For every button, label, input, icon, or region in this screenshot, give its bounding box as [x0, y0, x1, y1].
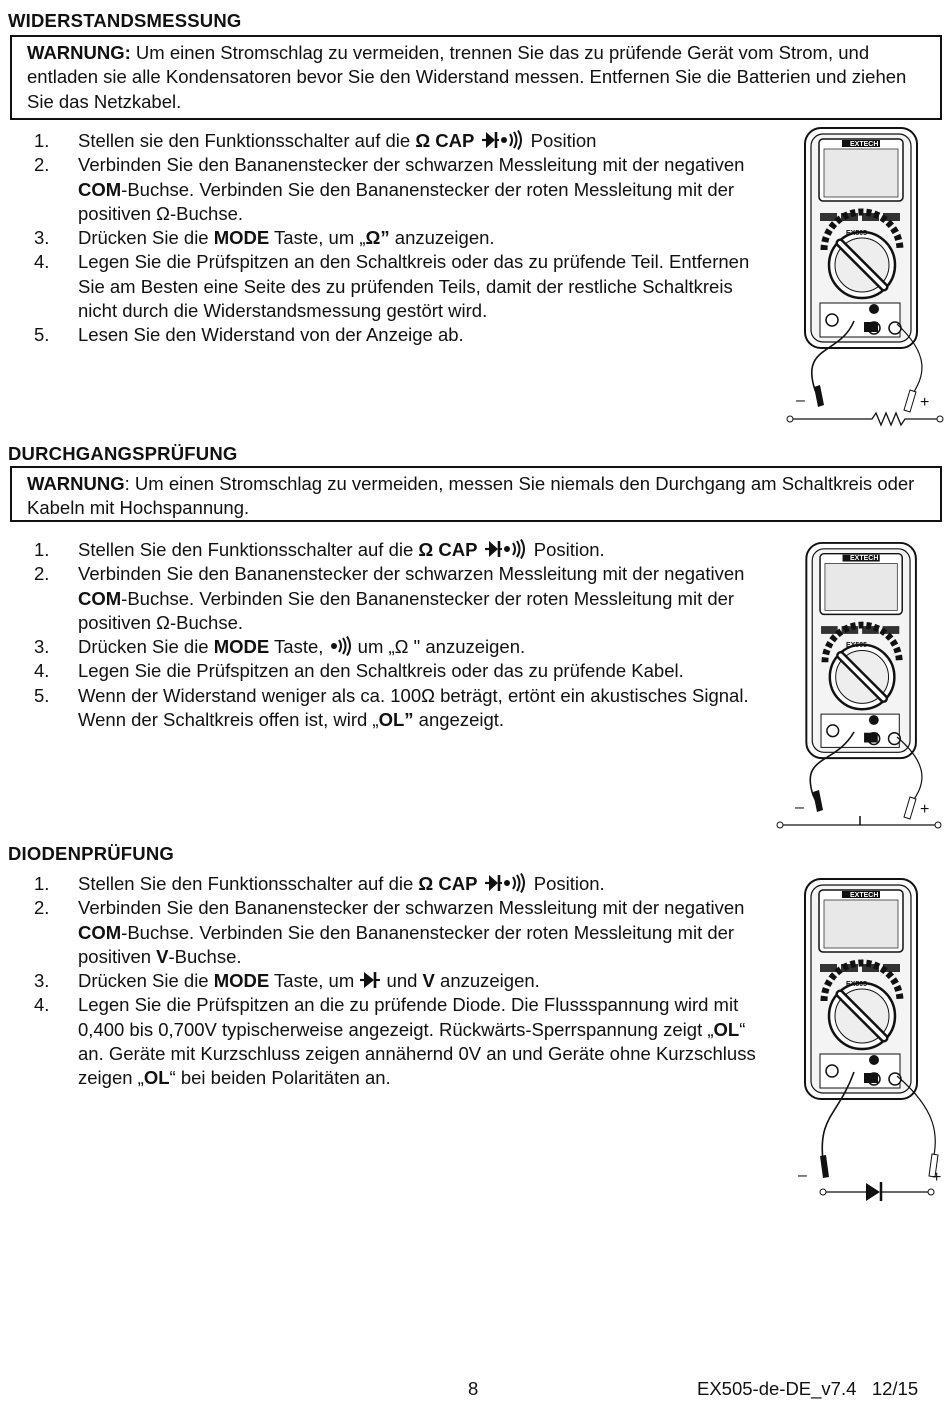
list-item: 1. Stellen sie den Funktionsschalter auf die Ω CAP Position [34, 130, 597, 151]
list-item: 3. Drücken Sie die MODE Taste, um und V anzuzeigen. [34, 970, 540, 992]
warning-text: Um einen Stromschlag zu vermeiden, trennen Sie das zu prüfende Gerät vom Strom, und entladen sie alle Kondensatoren bevor Sie den Widerstand messen. Entfernen Sie die Batterien und ziehen Sie das Netzkabel. [27, 42, 907, 112]
meter-model: EX505 [846, 230, 868, 237]
steps-diode [10, 872, 775, 1091]
steps-resistance [10, 129, 750, 348]
warning-box-resistance [10, 35, 942, 120]
multimeter-diode-figure [778, 876, 946, 1201]
plus-sign: + [932, 1169, 942, 1186]
page-number: 8 [468, 1378, 479, 1399]
list-item: 3. Drücken Sie die MODE Taste, um „Ω” anzuzeigen. [34, 227, 495, 249]
diode-continuity-icon [483, 873, 529, 893]
list-item: 4. Legen Sie die Prüfspitzen an die zu prüfende Diode. Die Flussspannung wird mit 0,400 bis 0,700V typischerweise angezeigt. Rückwärts-Sperrspannung zeigt „OL“ an. Geräte mit Kurzschluss zeigen annähernd 0V an und Geräte ohne Kurzschluss zeigen „OL“ bei beiden Polaritäten an. [34, 994, 756, 1089]
list-item: 2. Verbinden Sie den Bananenstecker der schwarzen Messleitung mit der negativen COM-Buchse. Verbinden Sie den Bananenstecker der roten Messleitung mit der positiven Ω-Buchse. [34, 154, 745, 224]
section-title-continuity: DURCHGANGSPRÜFUNG [8, 443, 238, 464]
continuity-beep-icon [329, 636, 353, 656]
list-item: 5. Lesen Sie den Widerstand von der Anzeige ab. [34, 324, 464, 346]
list-item: 1. Stellen Sie den Funktionsschalter auf die Ω CAP Position. [34, 539, 605, 560]
warning-label: WARNUNG: [27, 42, 131, 63]
section-title-resistance: WIDERSTANDSMESSUNG [8, 10, 242, 31]
list-item: 2. Verbinden Sie den Bananenstecker der schwarzen Messleitung mit der negativen COM-Buchse. Verbinden Sie den Bananenstecker der roten Messleitung mit der positiven Ω-Buchse. [34, 563, 745, 633]
meter-brand: EXTECH [850, 555, 879, 562]
meter-brand: EXTECH [850, 892, 879, 899]
warning-box-continuity [10, 466, 942, 522]
multimeter-resistor-figure [780, 125, 945, 430]
meter-model: EX505 [846, 981, 868, 988]
plus-sign: + [920, 394, 930, 411]
section-title-diode: DIODENPRÜFUNG [8, 843, 175, 864]
warning-label: WARNUNG [27, 473, 125, 494]
list-item: 1. Stellen Sie den Funktionsschalter auf die Ω CAP Position. [34, 873, 605, 894]
list-item: 4. Legen Sie die Prüfspitzen an den Schaltkreis oder das zu prüfende Kabel. [34, 660, 684, 682]
diode-continuity-icon [483, 539, 529, 559]
document-id: EX505-de-DE_v7.4 12/15 [697, 1378, 919, 1399]
list-item: 5. Wenn der Widerstand weniger als ca. 100Ω beträgt, ertönt ein akustisches Signal. Wenn der Schaltkreis offen ist, wird „OL” angezeigt. [34, 684, 749, 731]
plus-sign: + [920, 801, 930, 818]
list-item: 3. Drücken Sie die MODE Taste, um „Ω " anzuzeigen. [34, 636, 526, 658]
meter-brand: EXTECH [850, 141, 879, 148]
diode-icon [359, 970, 381, 990]
steps-continuity [10, 538, 770, 732]
list-item: 2. Verbinden Sie den Bananenstecker der schwarzen Messleitung mit der negativen COM-Buchse. Verbinden Sie den Bananenstecker der roten Messleitung mit der positiven V-Buchse. [34, 897, 745, 967]
minus-sign: – [795, 799, 804, 816]
multimeter-wire-figure [775, 540, 945, 835]
diode-continuity-icon [480, 130, 526, 150]
meter-model: EX505 [846, 642, 868, 649]
minus-sign: – [796, 392, 805, 409]
minus-sign: – [798, 1167, 807, 1184]
list-item: 4. Legen Sie die Prüfspitzen an den Schaltkreis oder das zu prüfende Teil. Entfernen Sie am Besten eine Seite des zu prüfenden Teils, damit der restliche Schaltkreis nicht durch die Widerstandsmessung gestört wird. [34, 251, 750, 322]
warning-text: : Um einen Stromschlag zu vermeiden, messen Sie niemals den Durchgang am Schaltkreis oder Kabeln mit Hochspannung. [27, 473, 915, 519]
